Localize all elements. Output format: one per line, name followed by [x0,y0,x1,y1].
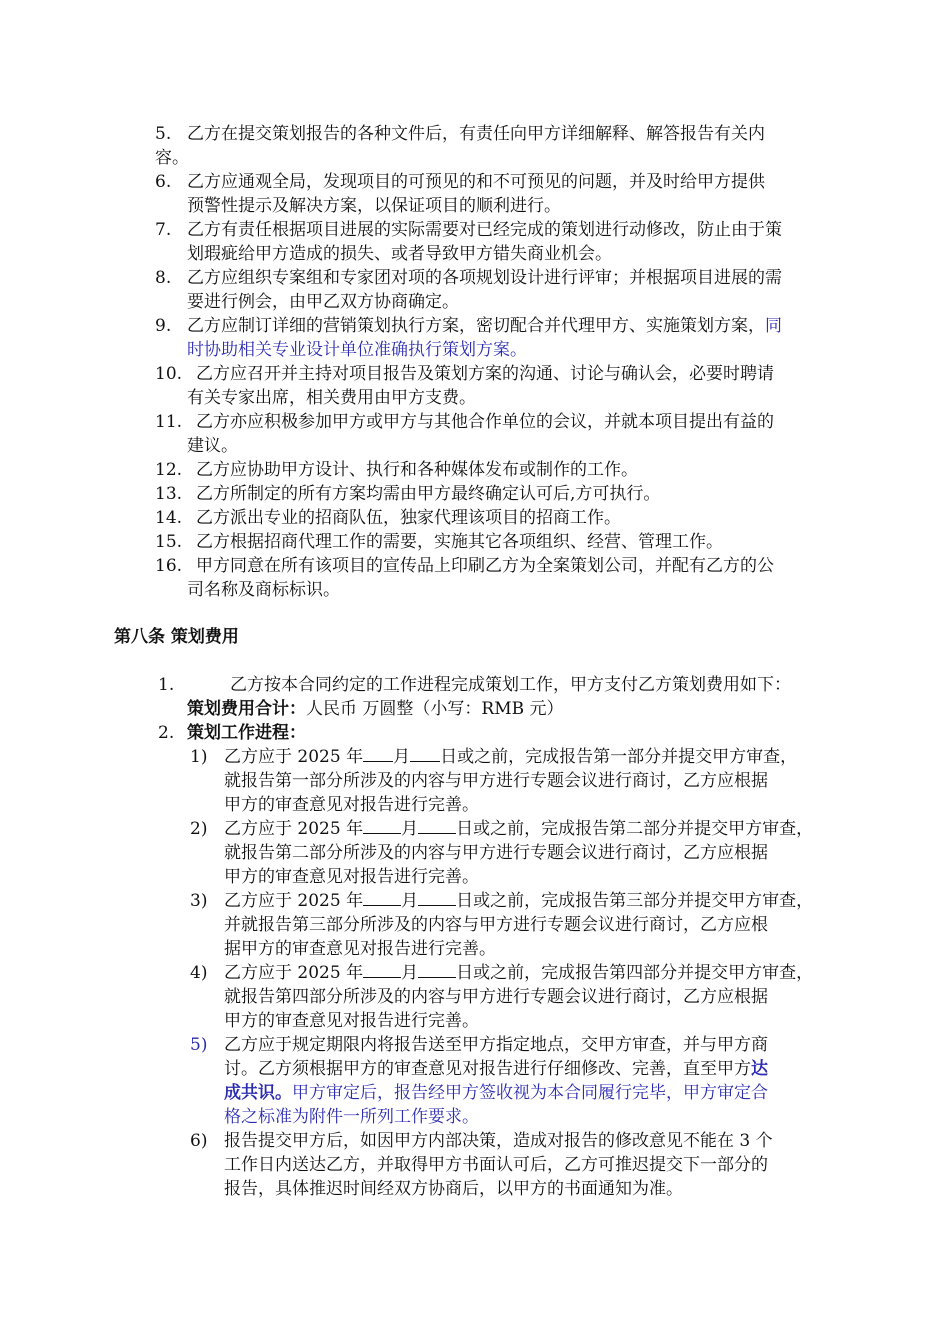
section-title: 第八条 策划费用 [114,627,239,647]
item-15-number: 15. [155,532,183,552]
item-16-number: 16. [155,556,183,576]
step-4-date-prefix: 乙方应于 2025 年 [224,963,364,983]
step-6-line-2: 工作日内送达乙方，并取得甲方书面认可后，乙方可推迟提交下一部分的 [224,1155,768,1175]
step-5-number: 5) [190,1035,208,1055]
step-3-month-label: 月 [401,891,419,911]
item-16-line-1: 甲方同意在所有该项目的宣传品上印刷乙方为全案策划公司，并配有乙方的公 [196,556,774,576]
item-9-line-1-highlight: 同 [765,316,782,336]
step-2-month-label: 月 [401,819,419,839]
step-2-line-1 [224,817,813,841]
fee-item-1-line: 乙方按本合同约定的工作进程完成策划工作，甲方支付乙方策划费用如下： [230,675,791,695]
step-5-line-2 [224,1057,768,1081]
item-15-line-1: 乙方根据招商代理工作的需要，实施其它各项组织、经营、管理工作。 [196,532,723,552]
step-5-line-3-text: 甲方审定后，报告经甲方签收视为本合同履行完毕，甲方审定合 [292,1083,768,1103]
item-10-line-2: 有关专家出席，相关费用由甲方支费。 [187,388,476,408]
item-10-line-1: 乙方应召开并主持对项目报告及策划方案的沟通、讨论与确认会，必要时聘请 [196,364,774,384]
step-2-date-prefix: 乙方应于 2025 年 [224,819,364,839]
step-4-date-suffix: 日或之前，完成报告第四部分并提交甲方审查， [456,963,814,983]
step-1-line-2: 就报告第一部分所涉及的内容与甲方进行专题会议进行商讨，乙方应根据 [224,771,768,791]
step-5-line-3-emphasis: 成共识。 [224,1083,292,1103]
item-5-line-2: 容。 [155,148,189,168]
fee-item-2-number: 2. [158,723,175,743]
step-3-number: 3) [190,891,208,911]
step-1-number: 1) [190,747,208,767]
item-14-number: 14. [155,508,183,528]
step-3-date-prefix: 乙方应于 2025 年 [224,891,364,911]
step-4-month-label: 月 [401,963,419,983]
month-blank [363,961,401,978]
step-2-line-2: 就报告第二部分所涉及的内容与甲方进行专题会议进行商讨，乙方应根据 [224,843,768,863]
step-5-line-1: 乙方应于规定期限内将报告送至甲方指定地点，交甲方审查，并与甲方商 [224,1035,768,1055]
fee-total-line [187,697,564,721]
item-8-line-2: 要进行例会，由甲乙双方协商确定。 [187,292,459,312]
item-12-number: 12. [155,460,183,480]
item-13-number: 13. [155,484,183,504]
step-6-line-1: 报告提交甲方后，如因甲方内部决策，造成对报告的修改意见不能在 3 个 [224,1131,773,1151]
item-13-line-1: 乙方所制定的所有方案均需由甲方最终确定认可后,方可执行。 [196,484,661,504]
item-11-line-2: 建议。 [187,436,238,456]
step-6-line-3: 报告，具体推迟时间经双方协商后，以甲方的书面通知为准。 [224,1179,683,1199]
step-4-line-3: 甲方的审查意见对报告进行完善。 [224,1011,479,1031]
day-blank [418,961,456,978]
step-2-line-3: 甲方的审查意见对报告进行完善。 [224,867,479,887]
item-8-line-1: 乙方应组织专案组和专家团对项的各项规划设计进行评审；并根据项目进展的需 [187,268,782,288]
item-9-number: 9. [155,316,172,336]
item-5-number: 5. [155,124,172,144]
day-blank [410,745,440,762]
item-6-number: 6. [155,172,172,192]
step-2-number: 2) [190,819,208,839]
step-5-line-2-emphasis: 达 [751,1059,768,1079]
item-5-line-1: 乙方在提交策划报告的各种文件后，有责任向甲方详细解释、解答报告有关内 [187,124,765,144]
step-6-number: 6) [190,1131,208,1151]
day-blank [418,817,456,834]
item-6-line-2: 预警性提示及解决方案，以保证项目的顺利进行。 [187,196,561,216]
step-4-line-1 [224,961,813,985]
step-3-line-2: 并就报告第三部分所涉及的内容与甲方进行专题会议进行商讨，乙方应根 [224,915,768,935]
progress-label: 策划工作进程： [187,723,306,743]
day-blank [418,889,456,906]
item-7-line-2: 划瑕疵给甲方造成的损失、或者导致甲方错失商业机会。 [187,244,612,264]
step-1-line-3: 甲方的审查意见对报告进行完善。 [224,795,479,815]
item-9-line-1-text: 乙方应制订详细的营销策划执行方案，密切配合并代理甲方、实施策划方案， [187,316,765,336]
fee-total-label: 策划费用合计： [187,699,306,719]
item-11-line-1: 乙方亦应积极参加甲方或甲方与其他合作单位的会议，并就本项目提出有益的 [196,412,774,432]
step-1-line-1 [224,745,797,769]
step-2-date-suffix: 日或之前，完成报告第二部分并提交甲方审查， [456,819,814,839]
item-16-line-2: 司名称及商标标识。 [187,580,340,600]
step-1-date-suffix: 日或之前，完成报告第一部分并提交甲方审查， [440,747,798,767]
month-blank [363,817,401,834]
item-10-number: 10. [155,364,183,384]
item-11-number: 11. [155,412,183,432]
step-3-line-3: 据甲方的审查意见对报告进行完善。 [224,939,496,959]
step-1-month-label: 月 [393,747,411,767]
item-6-line-1: 乙方应通观全局，发现项目的可预见的和不可预见的问题，并及时给甲方提供 [187,172,765,192]
month-blank [363,745,393,762]
item-9-line-2: 时协助相关专业设计单位准确执行策划方案。 [187,340,527,360]
fee-total-value: 人民币 万圆整（小写：RMB 元） [306,699,564,719]
item-7-line-1: 乙方有责任根据项目进展的实际需要对已经完成的策划进行动修改，防止由于策 [187,220,782,240]
item-14-line-1: 乙方派出专业的招商队伍，独家代理该项目的招商工作。 [196,508,621,528]
step-3-date-suffix: 日或之前，完成报告第三部分并提交甲方审查， [456,891,814,911]
step-5-line-3 [224,1081,768,1105]
item-8-number: 8. [155,268,172,288]
month-blank [363,889,401,906]
step-4-line-2: 就报告第四部分所涉及的内容与甲方进行专题会议进行商讨，乙方应根据 [224,987,768,1007]
step-1-date-prefix: 乙方应于 2025 年 [224,747,364,767]
item-12-line-1: 乙方应协助甲方设计、执行和各种媒体发布或制作的工作。 [196,460,638,480]
item-7-number: 7. [155,220,172,240]
step-3-line-1 [224,889,813,913]
item-9-line-1 [187,314,782,338]
step-4-number: 4) [190,963,208,983]
step-5-line-4: 格之标准为附件一所列工作要求。 [224,1107,479,1127]
fee-item-1-number: 1. [158,675,175,695]
step-5-line-2-text: 讨。乙方须根据甲方的审查意见对报告进行仔细修改、完善，直至甲方 [224,1059,751,1079]
